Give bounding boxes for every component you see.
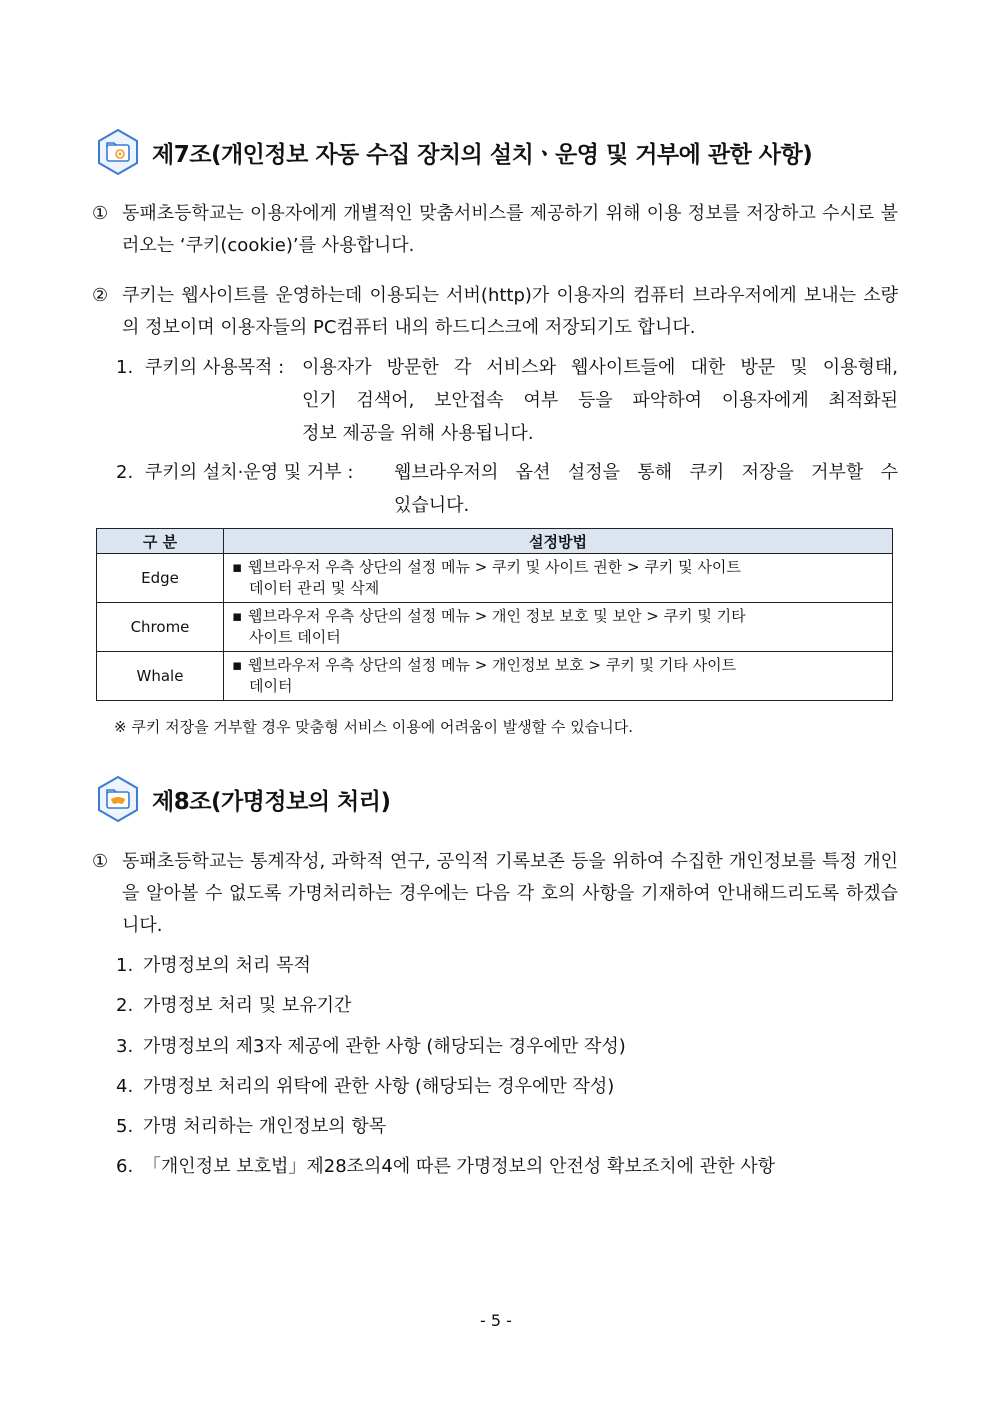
section7-paragraph-2 [92, 280, 898, 344]
item-text: 가명정보 처리 및 보유기간 [142, 995, 352, 1016]
folder-gear-icon [96, 128, 140, 176]
browser-name: Whale [97, 652, 224, 701]
item-number: 2. [116, 995, 134, 1016]
paragraph-text: 동패초등학교는 통계작성, 과학적 연구, 공익적 기록보존 등을 위하여 수집한 개인정보를 특정 개인을 알아볼 수 없도록 가명처리하는 경우에는 다음 각 호의 사항을 기재하여 안내해드리도록 하겠습니다. [122, 851, 898, 936]
browser-name: Chrome [97, 603, 224, 652]
cookie-purpose-line-1: 이용자가 방문한 각 서비스와 웹사이트들에 대한 방문 및 이용형태, [302, 357, 898, 378]
item-label: 쿠키의 설치·운영 및 거부 : [144, 462, 354, 483]
header-category: 구 분 [97, 529, 224, 554]
cookie-refusal-item [116, 456, 353, 489]
method-line-1: 웹브라우저 우측 상단의 설정 메뉴 > 개인정보 보호 > 쿠키 및 기타 사이트 [248, 656, 737, 674]
method-line-1: 웹브라우저 우측 상단의 설정 메뉴 > 쿠키 및 사이트 권한 > 쿠키 및 사이트 [248, 558, 741, 576]
folder-mask-icon [96, 775, 140, 823]
cookie-settings-table [96, 528, 893, 701]
item-number: 5. [116, 1116, 134, 1137]
circled-number-1: ① [92, 203, 109, 224]
item-text: 가명정보의 제3자 제공에 관한 사항 (해당되는 경우에만 작성) [142, 1036, 626, 1057]
page-number: - 5 - [480, 1311, 512, 1330]
section8-paragraph-1 [92, 846, 898, 942]
header-method: 설정방법 [224, 529, 893, 554]
section7-heading [96, 128, 812, 176]
table-row [97, 554, 893, 603]
cookie-refusal-line-2: 있습니다. [394, 495, 470, 516]
method-line-1: 웹브라우저 우측 상단의 설정 메뉴 > 개인 정보 보호 및 보안 > 쿠키 및 기타 [248, 607, 746, 625]
bullet: ▪ [232, 656, 243, 674]
cookie-purpose-line-2: 인기 검색어, 보안접속 여부 등을 파악하여 이용자에게 최적화된 [302, 390, 898, 411]
cookie-purpose-line-3: 정보 제공을 위해 사용됩니다. [302, 423, 534, 444]
section8-title: 제8조(가명정보의 처리) [152, 788, 391, 815]
circled-number-2: ② [92, 285, 109, 306]
bullet: ▪ [232, 558, 243, 576]
browser-method [224, 652, 893, 701]
table-header-row [97, 529, 893, 554]
item-number: 1. [116, 955, 134, 976]
paragraph-text: 쿠키는 웹사이트를 운영하는데 이용되는 서버(http)가 이용자의 컴퓨터 브라우저에게 보내는 소량의 정보이며 이용자들의 PC컴퓨터 내의 하드디스크에 저장되기도 합니다. [122, 285, 898, 338]
browser-method [224, 554, 893, 603]
method-line-2: 사이트 데이터 [249, 628, 341, 646]
section7-paragraph-1 [92, 198, 898, 262]
item-text: 가명 처리하는 개인정보의 항목 [142, 1116, 387, 1137]
list-item [116, 1031, 626, 1063]
item-number: 4. [116, 1076, 134, 1097]
cookie-note: ※ 쿠키 저장을 거부할 경우 맞춤형 서비스 이용에 어려움이 발생할 수 있습니다. [114, 718, 633, 736]
browser-name: Edge [97, 554, 224, 603]
item-text: 가명정보의 처리 목적 [142, 955, 311, 976]
bullet: ▪ [232, 607, 243, 625]
item-text: 가명정보 처리의 위탁에 관한 사항 (해당되는 경우에만 작성) [142, 1076, 615, 1097]
item-number: 2. [116, 462, 134, 483]
paragraph-text: 동패초등학교는 이용자에게 개별적인 맞춤서비스를 제공하기 위해 이용 정보를 저장하고 수시로 불러오는 ‘쿠키(cookie)’를 사용합니다. [122, 203, 898, 256]
section8-heading [96, 775, 391, 823]
item-number: 3. [116, 1036, 134, 1057]
circled-number-1: ① [92, 851, 109, 872]
list-item [116, 1071, 614, 1103]
item-number: 1. [116, 357, 134, 378]
cookie-purpose-item [116, 351, 284, 384]
item-text: 「개인정보 보호법」제28조의4에 따른 가명정보의 안전성 확보조치에 관한 사항 [142, 1156, 775, 1177]
item-label: 쿠키의 사용목적 : [144, 357, 285, 378]
section7-title: 제7조(개인정보 자동 수집 장치의 설치ㆍ운영 및 거부에 관한 사항) [152, 141, 813, 168]
method-line-2: 데이터 [249, 677, 293, 695]
item-number: 6. [116, 1156, 134, 1177]
list-item [116, 1151, 775, 1183]
table-row [97, 652, 893, 701]
cookie-refusal-line-1: 웹브라우저의 옵션 설정을 통해 쿠키 저장을 거부할 수 [394, 462, 898, 483]
table-row [97, 603, 893, 652]
list-item [116, 950, 311, 982]
method-line-2: 데이터 관리 및 삭제 [249, 579, 380, 597]
list-item [116, 1111, 386, 1143]
list-item [116, 990, 351, 1022]
browser-method [224, 603, 893, 652]
